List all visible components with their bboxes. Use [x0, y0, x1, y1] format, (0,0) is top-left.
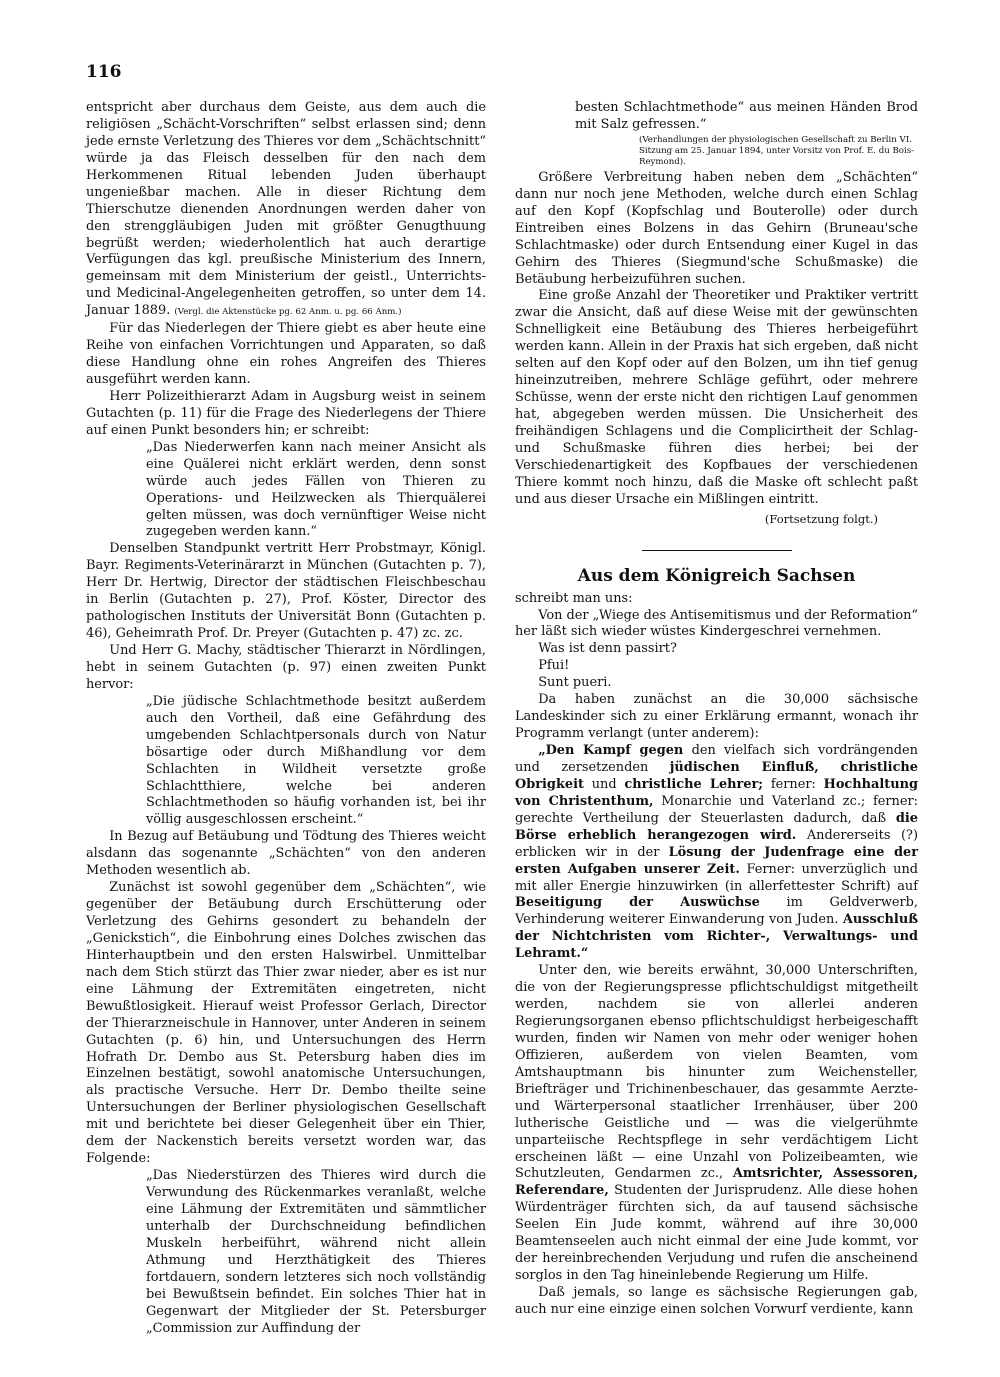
text: ferner:	[763, 776, 824, 792]
bold-text: jüdischen Einfluß, christliche Obrigkeit	[515, 759, 918, 792]
source-note: (Verhandlungen der physiologischen Gesellschaft zu Berlin VI. Sitzung am 25. Januar 1894, unter Vorsitz von Prof. E. du Bois-Reymond).	[639, 134, 915, 167]
continuation-note: (Fortsetzung folgt.)	[764, 511, 878, 526]
bold-text: Amtsrichter, Assessoren, Referendare,	[515, 1166, 918, 1199]
quotation-continued: besten Schlachtmethode“ aus meinen Händen Brod mit Salz gefressen.“	[575, 100, 918, 132]
paragraph: Von der „Wiege des Antisemitismus und der Reformation“ her läßt sich wieder wüstes Kindergeschrei vernehmen.	[515, 607, 918, 640]
section-heading: Aus dem Königreich Sachsen	[577, 565, 856, 586]
text: Unter den, wie bereits erwähnt, 30,000 Unterschriften, die von der Regierungspresse pflichtschuldigst mitgetheilt werden, nachdem sie von allerlei anderen Regierungsorganen ebenso pflichtschuldigst herbeigeschafft wurden, finden wir Namen von mehr oder weniger hohen Offizieren, außerdem von vielen Beamten, vom Amtshauptmann bis hinunter zum Weichensteller, Briefträger und Trichinenbeschauer, das gesammte Aerzte- und Wärterpersonal staatlicher Irrenhäuser, über 200 lutherische Geistliche und — was die vielgerühmte unparteiische Rechtspflege in sehr verdächtigem Licht erscheinen läßt — eine Unzahl von Polizeibeamten, wie Schutzleuten, Gendarmen zc.,	[515, 963, 918, 1182]
left-column	[86, 100, 486, 1337]
paragraph: schreibt man uns:	[515, 590, 633, 606]
right-column	[515, 100, 918, 1319]
program-quote	[515, 743, 918, 963]
section-divider	[642, 550, 792, 551]
bold-text: „Den Kampf gegen	[538, 743, 684, 758]
paragraph: Pfui!	[538, 658, 570, 674]
paragraph: Eine große Anzahl der Theoretiker und Praktiker vertritt zwar die Ansicht, daß auf diese Weise mit der gewünschten Schnelligkeit eine Betäubung des Thieres herbeigeführt werden kann. Allein in der Praxis hat sich ergeben, daß nicht selten auf den Kopf oder auf den Bolzen, um ihn tief genug hineinzutreiben, mehrere Schläge geführt, oder mehrere Schüsse, wenn der erste nicht den richtigen Lauf genommen hat, abgegeben werden müssen. Die Unsicherheit des freihändigen Schlagens und die Complicirtheit der Schlag- und Schußmaske führen dies herbei; bei der Verschiedenartigkeit des Kopfbaues der verschiedenen Thiere kommt noch hinzu, daß die Maske oft schlecht paßt und aus dieser Ursache ein Mißlingen eintritt.	[515, 288, 918, 507]
paragraph: Da haben zunächst an die 30,000 sächsische Landeskinder sich zu einer Erklärung ermannt, wonach ihr Programm verlangt (unter anderem):	[515, 692, 918, 742]
bold-text: Ausschluß der Nichtchristen vom Richter-, Verwaltungs- und Lehramt.“	[515, 912, 918, 962]
paragraph: Für das Niederlegen der Thiere giebt es aber heute eine Reihe von einfachen Vorrichtungen und Apparaten, so daß diese Handlung ohne ein rohes Angreifen des Thieres ausgeführt werden kann.	[86, 321, 486, 387]
quotation: „Die jüdische Schlachtmethode besitzt außerdem auch den Vortheil, daß eine Gefährdung des umgebenden Schlachtpersonals durch von Natur bösartige oder durch Mißhandlung vor dem Schlachten in Wildheit versetzte große Schlachtthiere, welche bei anderen Schlachtmethoden so häufig vorhanden ist, bei ihr völlig ausgeschlossen erscheint.“	[146, 693, 486, 828]
text: im Geldverwerb, Verhinderung weiterer Einwanderung von Juden.	[515, 895, 918, 928]
page-number: 116	[86, 62, 122, 82]
paragraph: Größere Verbreitung haben neben dem „Schächten“ dann nur noch jene Methoden, welche durch einen Schlag auf den Kopf (Kopfschlag und Bouterolle) oder durch Eintreiben eines Bolzens in das Gehirn (Bruneau'sche Schlachtmaske) oder durch Entsendung einer Kugel in das Gehirn des Thieres (Siegmund'sche Schußmaske) die Betäubung herbeizuführen suchen.	[515, 169, 918, 287]
text: und	[583, 776, 625, 792]
text: Monarchie und Vaterland zc.; ferner: gerechte Vertheilung der Steuerlasten dadurch, daß	[515, 793, 918, 826]
reference-note: (Vergl. die Aktenstücke pg. 62 Anm. u. pg. 66 Anm.)	[174, 307, 402, 318]
paragraph: Herr Polizeithierarzt Adam in Augsburg weist in seinem Gutachten (p. 11) für die Frage des Niederlegens der Thiere auf einen Punkt besonders hin; er schreibt:	[86, 388, 486, 438]
paragraph	[86, 100, 486, 321]
bold-text: Hochhaltung von Christenthum,	[515, 776, 918, 809]
paragraph: Sunt pueri.	[538, 675, 612, 691]
text: Ferner: unverzüglich und mit aller Energie hinzuwirken (in allerfettester Schrift) auf	[515, 861, 918, 894]
bold-text: Beseitigung der Auswüchse	[515, 895, 760, 911]
quotation: „Das Niederstürzen des Thieres wird durch die Verwundung des Rückenmarkes veranlaßt, welche eine Lähmung der Extremitäten und sämmtlicher unterhalb der Durchschneidung befindlichen Muskeln herbeiführt, während nicht allein Athmung und Herzthätigkeit des Thieres fortdauern, sondern letzteres sich noch vollständig bei Bewußtsein befindet. Ein solches Thier hat in Gegenwart der Mitglieder der St. Petersburger „Commission zur Auffindung der	[146, 1168, 486, 1336]
paragraph: Daß jemals, so lange es sächsische Regierungen gab, auch nur eine einzige einen solchen Vorwurf verdiente, kann	[515, 1285, 918, 1317]
bold-text: Lösung der Judenfrage eine der ersten Aufgaben unserer Zeit.	[515, 844, 918, 877]
paragraph: Was ist denn passirt?	[538, 641, 677, 657]
paragraph: Und Herr G. Machy, städtischer Thierarzt in Nördlingen, hebt in seinem Gutachten (p. 97) einen zweiten Punkt hervor:	[86, 643, 486, 692]
text: den vielfach sich vordrängenden und zersetzenden	[515, 743, 918, 775]
paragraph: In Bezug auf Betäubung und Tödtung des Thieres weicht alsdann das sogenannte „Schächten“ von den anderen Methoden wesentlich ab.	[86, 829, 486, 879]
quotation: „Das Niederwerfen kann nach meiner Ansicht als eine Quälerei nicht erklärt werden, denn sonst würde auch jedes Fällen von Thieren zu Operations- und Heilzwecken als Thierquälerei gelten müssen, was doch vernünftiger Weise nicht zugegeben werden kann.“	[146, 439, 486, 540]
bold-text: die Börse erheblich herangezogen wird.	[515, 810, 918, 843]
paragraph-text: entspricht aber durchaus dem Geiste, aus dem auch die religiösen „Schächt-Vorschriften“ selbst erlassen sind; denn jede ernste Verletzung des Thieres vor dem „Schächtschnitt“ würde ja das Fleisch desselben für den nach dem Herkommenen Ritual lebenden Juden überhaupt ungenießbar machen. Alle in dieser Richtung dem Thierschutze dienenden Anordnungen werden daher von den strenggläubigen Juden mit größter Genugthuung begrüßt werden; wiederholentlich hat auch derartige Verfügungen das kgl. preußische Ministerium des Innern, gemeinsam mit dem Ministerium der geistl., Unterrichts- und Medicinal-Angelegenheiten getroffen, so unter dem 14. Januar 1889.	[86, 100, 486, 319]
text: Studenten der Jurisprudenz. Alle diese hohen Würdenträger fürchten sich, da auf tausend sächsische Seelen Ein Jude kommt, während auf ihre 30,000 Beamtenseelen auch nicht einmal der eine Jude kommt, vor der hereinbrechenden Verjudung und rufen die anscheinend sorglos in den Tag hineinlebende Regierung um Hilfe.	[515, 1183, 918, 1284]
paragraph	[515, 963, 918, 1285]
text: Andererseits (?) erblicken wir in der	[515, 827, 918, 860]
paragraph: Zunächst ist sowohl gegenüber dem „Schächten“, wie gegenüber der Betäubung durch Erschütterung oder Verletzung des Gehirns gesondert zu behandeln der „Genickstich“, die Einbohrung eines Dolches zwischen das Hinterhauptbein und den ersten Halswirbel. Unmittelbar nach dem Stich stürzt das Thier zwar nieder, aber es ist nur eine Lähmung der Extremitäten eingetreten, nicht Bewußtlosigkeit. Hierauf weist Professor Gerlach, Director der Thierarzneischule in Hannover, unter Anderen in seinem Gutachten (p. 6) hin, und Untersuchungen des Herrn Hofrath Dr. Dembo aus St. Petersburg haben dies im Einzelnen bestätigt, sowohl anatomische Untersuchungen, als practische Versuche. Herr Dr. Dembo theilte seine Untersuchungen der Berliner physiologischen Gesellschaft mit und berichtete bei dieser Gelegenheit über ein Thier, dem der Nackenstich bereits versetzt worden war, das Folgende:	[86, 880, 486, 1167]
paragraph: Denselben Standpunkt vertritt Herr Probstmayr, Königl. Bayr. Regiments-Veterinärarzt in München (Gutachten p. 7), Herr Dr. Hertwig, Director der städtischen Fleischbeschau in Berlin (Gutachten p. 27), Prof. Köster, Director des pathologischen Instituts der Universität Bonn (Gutachten p. 46), Geheimrath Prof. Dr. Preyer (Gutachten p. 47) zc. zc.	[86, 541, 486, 642]
bold-text: christliche Lehrer;	[624, 776, 764, 792]
